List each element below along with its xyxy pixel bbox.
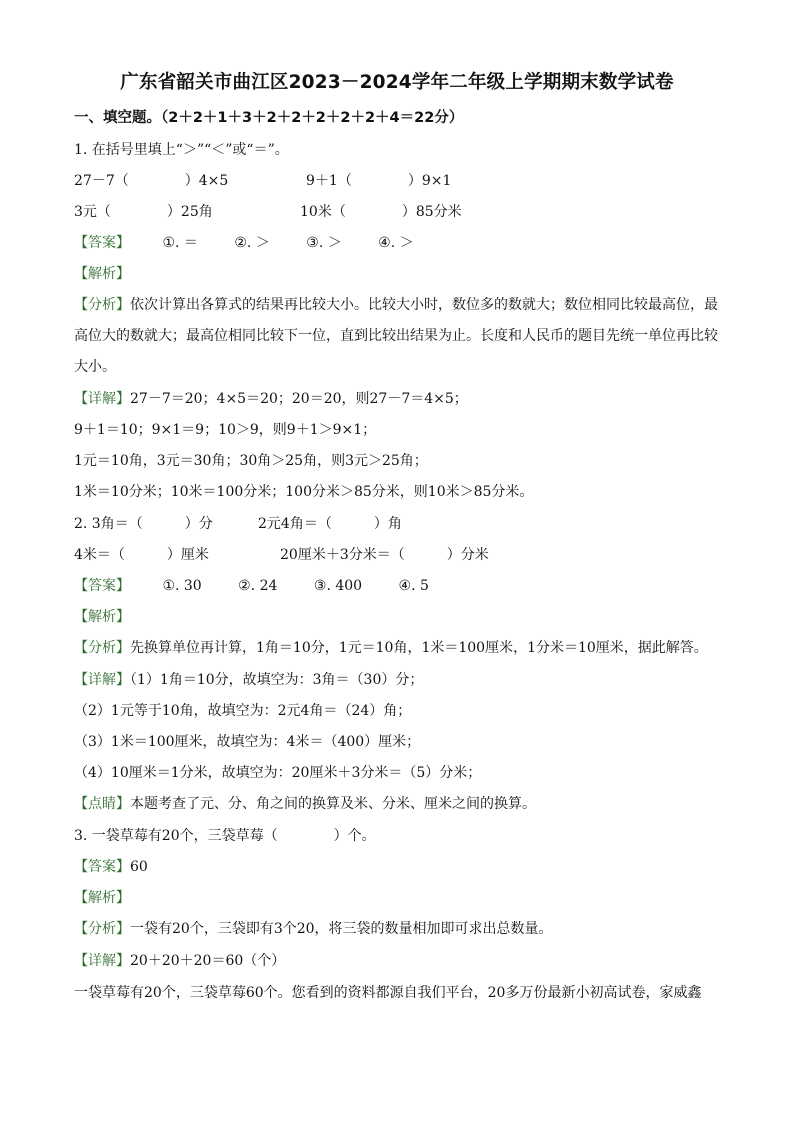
q1-detail-line2: 9＋1＝10；9×1＝9；10＞9，则9＋1＞9×1；: [74, 422, 377, 438]
q2-answer-3: ③. 400: [313, 578, 363, 594]
q3-detail-text1: 20＋20＋20＝60（个）: [130, 953, 286, 969]
q1-answer-2: ②. ＞: [234, 235, 270, 251]
q1-answer-3: ③. ＞: [306, 235, 342, 251]
q2-fenxi-text1: 先换算单位再计算，1角＝10分，1元＝10角，1米＝100厘米，1分米＝10厘米，据此解答。: [130, 640, 708, 656]
q2-answer-1: ①. 30: [162, 578, 202, 594]
q1-row1-right: 9＋1（ ）9×1: [306, 173, 452, 189]
q1-row1-left: 27－7（ ）4×5: [74, 173, 229, 189]
q2-detail-line1: [74, 670, 423, 690]
fenxi-tag: 【分析】: [74, 921, 130, 937]
q1-detail-line3: 1元＝10角，3元＝30角；30角＞25角，则3元＞25角；: [74, 453, 428, 469]
answer-tag: 【答案】: [74, 859, 130, 875]
q1-row1: [74, 171, 452, 191]
q3-fenxi-line1: [74, 919, 553, 939]
q1-answer-1: ①. ＝: [162, 235, 198, 251]
dianjing-tag: 【点睛】: [74, 796, 130, 812]
q2-detail-line3: （3）1米＝100厘米，故填空为：4米＝（400）厘米；: [74, 734, 421, 750]
answer-tag: 【答案】: [74, 578, 130, 594]
q3-answer-value: 60: [130, 859, 148, 875]
q2-row2-left: 4米＝（ ）厘米: [74, 547, 209, 563]
q2-detail-text1: （1）1角＝10分，故填空为：3角＝（30）分；: [130, 672, 424, 688]
q3-stem: 3. 一袋草莓有20个，三袋草莓（ ）个。: [74, 828, 376, 844]
q2-row2-right: 20厘米＋3分米＝（ ）分米: [280, 547, 489, 563]
q2-answer: [74, 576, 429, 596]
answer-tag: 【答案】: [74, 235, 130, 251]
q2-row1-left: 2. 3角＝（ ）分: [74, 516, 213, 532]
xiangjie-tag: 【详解】: [74, 672, 130, 688]
q3-detail-line1: [74, 951, 285, 971]
xiangjie-tag: 【详解】: [74, 953, 130, 969]
q2-row1: [74, 514, 402, 534]
q2-detail-line2: （2）1元等于10角，故填空为：2元4角＝（24）角；: [74, 703, 412, 719]
q1-stem: 1. 在括号里填上“＞”“＜”或“＝”。: [74, 142, 289, 158]
q1-fenxi-line3: 大小。: [74, 359, 116, 375]
page-title: 广东省韶关市曲江区2023－2024学年二年级上学期期末数学试卷: [120, 72, 674, 93]
q3-footer-line: 一袋草莓有20个，三袋草莓60个。您看到的资料都源自我们平台，20多万份最新小初高试卷，家威鑫: [74, 985, 702, 1001]
q3-answer: [74, 857, 148, 877]
q2-row2: [74, 545, 489, 565]
q1-detail-line4: 1米＝10分米；10米＝100分米；100分米＞85分米，则10米＞85分米。: [74, 484, 534, 500]
q2-answer-2: ②. 24: [238, 578, 278, 594]
q1-detail-line1: [74, 389, 468, 409]
xiangjie-tag: 【详解】: [74, 391, 130, 407]
fenxi-tag: 【分析】: [74, 640, 130, 656]
fenxi-tag: 【分析】: [74, 297, 130, 313]
q2-answer-4: ④. 5: [398, 578, 429, 594]
q1-fenxi-line2: 高位大的数就大；最高位相同比较下一位，直到比较出结果为止。长度和人民币的题目先统一单位再比较: [74, 328, 718, 344]
q2-fenxi-line1: [74, 638, 708, 658]
q3-fenxi-text1: 一袋有20个，三袋即有3个20，将三袋的数量相加即可求出总数量。: [130, 921, 553, 937]
q2-jiexi-tag: 【解析】: [74, 609, 130, 625]
q1-row2-left: 3元（ ）25角: [74, 204, 213, 220]
q1-answer: [74, 233, 414, 253]
q1-detail-text1: 27－7＝20；4×5＝20；20＝20，则27－7＝4×5；: [130, 391, 468, 407]
q1-jiexi-tag: 【解析】: [74, 266, 130, 282]
q2-dianjing-text: 本题考查了元、分、角之间的换算及米、分米、厘米之间的换算。: [130, 796, 536, 812]
q1-row2-right: 10米（ ）85分米: [300, 204, 462, 220]
q1-fenxi-line1: [74, 295, 718, 315]
q2-detail-line4: （4）10厘米＝1分米，故填空为：20厘米＋3分米＝（5）分米；: [74, 765, 482, 781]
section-heading: 一、填空题。（2＋2＋1＋3＋2＋2＋2＋2＋2＋4＝22分）: [74, 110, 464, 126]
q2-dianjing-line: [74, 794, 536, 814]
q3-jiexi-tag: 【解析】: [74, 890, 130, 906]
q1-row2: [74, 202, 462, 222]
q1-answer-4: ④. ＞: [378, 235, 414, 251]
q2-row1-right: 2元4角＝（ ）角: [258, 516, 402, 532]
q1-fenxi-text1: 依次计算出各算式的结果再比较大小。比较大小时，数位多的数就大；数位相同比较最高位，最: [130, 297, 718, 313]
